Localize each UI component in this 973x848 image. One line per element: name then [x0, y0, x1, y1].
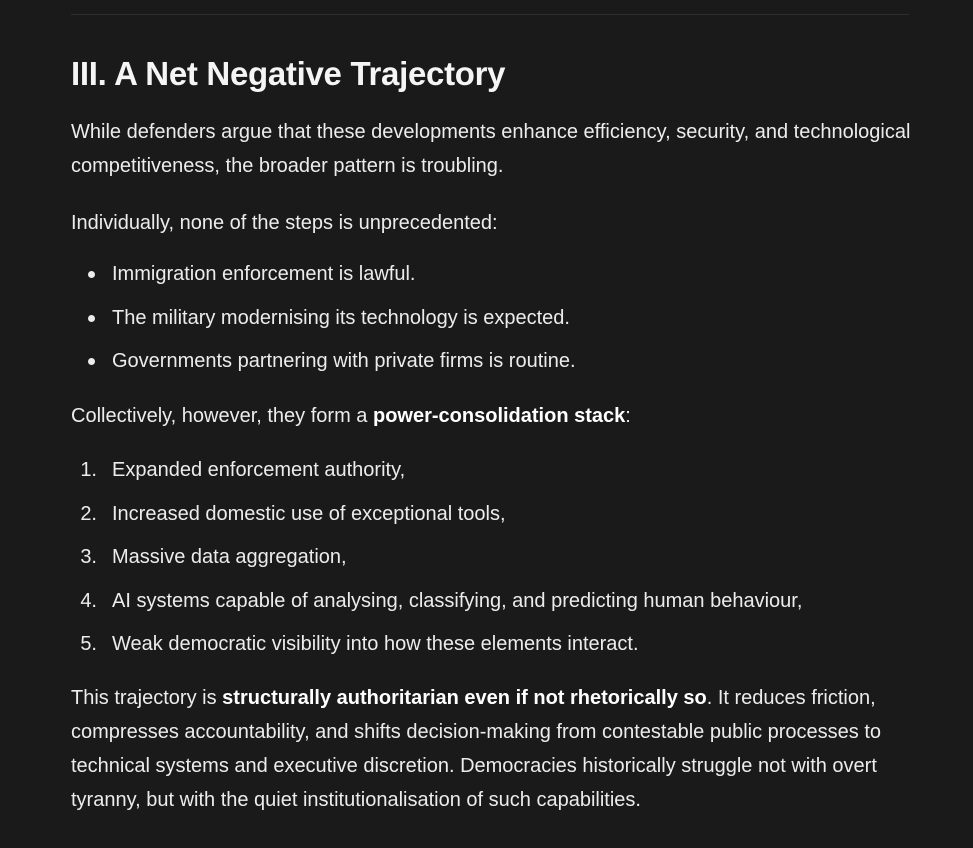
collectively-bold: power-consolidation stack [372, 405, 626, 427]
item-text: Increased domestic use of exceptional tools, [112, 502, 506, 525]
collectively-tail: : [625, 405, 631, 427]
item-number: 5. [80, 633, 97, 655]
numbered-item [71, 453, 911, 487]
item-text: Expanded enforcement authority, [112, 459, 406, 481]
section-heading: III. A Net Negative Trajectory [71, 55, 506, 92]
numbered-list [71, 453, 911, 661]
item-number: 4. [80, 589, 97, 612]
individually-paragraph: Individually, none of the steps is unprecedented: [71, 212, 498, 234]
list-item-text: The military modernising its technology is expected. [112, 306, 570, 329]
section-divider [71, 14, 909, 15]
numbered-item [71, 584, 911, 618]
conclusion-paragraph [71, 681, 911, 817]
collectively-paragraph [71, 399, 911, 433]
intro-paragraph: While defenders argue that these developments enhance efficiency, security, and technological competitiveness, the broader pattern is troubling. [71, 121, 911, 177]
item-number: 2. [80, 502, 97, 525]
numbered-item [71, 540, 911, 574]
list-item [71, 301, 911, 335]
list-item-text: Immigration enforcement is lawful. [112, 263, 416, 285]
list-item [71, 344, 911, 378]
conclusion-tail: . It reduces friction, compresses accountability, and shifts decision-making from contestable public processes to technical systems and executive discretion. Democracies historically struggle not with overt tyranny, but with the quiet institutionalisation of such capabilities. [71, 687, 882, 811]
item-text: AI systems capable of analysing, classifying, and predicting human behaviour, [112, 589, 803, 612]
item-text: Massive data aggregation, [112, 546, 347, 568]
conclusion-text: This trajectory is [71, 687, 223, 709]
numbered-item [71, 497, 911, 531]
bullet-dot [88, 315, 95, 322]
item-number: 3. [80, 546, 97, 568]
item-text: Weak democratic visibility into how these elements interact. [112, 633, 639, 655]
bullet-list [71, 257, 911, 378]
collectively-text: Collectively, however, they form a [71, 405, 373, 427]
item-number: 1. [80, 459, 97, 481]
list-item [71, 257, 911, 291]
bullet-dot [88, 358, 95, 365]
list-item-text: Governments partnering with private firms is routine. [112, 350, 576, 372]
conclusion-bold: structurally authoritarian even if not rhetorically so [222, 687, 707, 709]
numbered-item [71, 627, 911, 661]
bullet-dot [88, 271, 95, 278]
article-section [71, 54, 911, 817]
